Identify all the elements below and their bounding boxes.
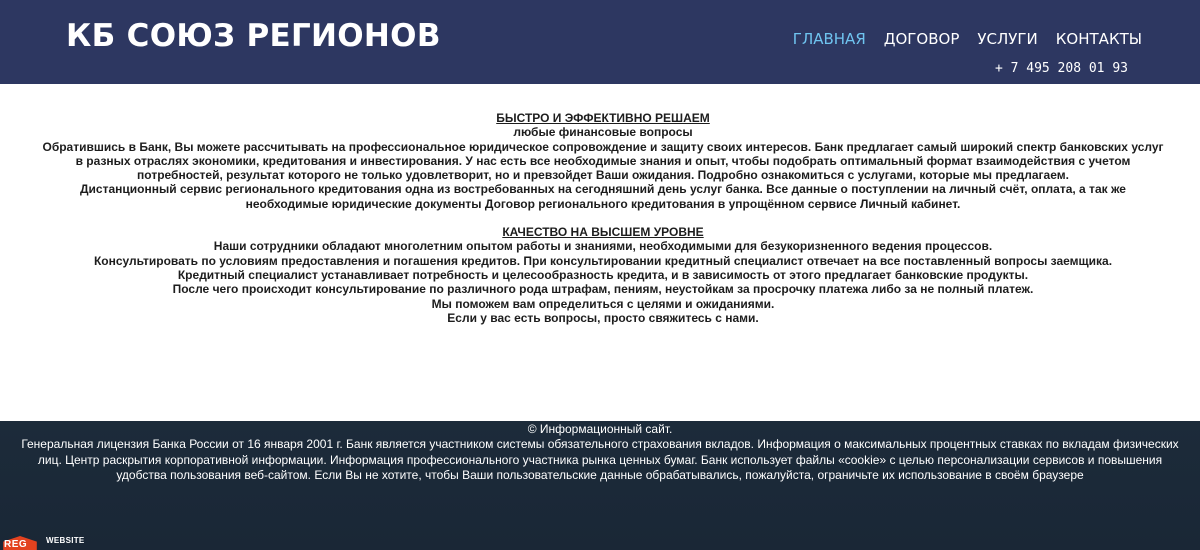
main-content bbox=[0, 84, 1200, 421]
main-nav bbox=[793, 30, 1142, 48]
section-text-line: любые финансовые вопросы bbox=[513, 125, 693, 140]
footer-copyright: © Информационный сайт. bbox=[527, 422, 673, 436]
brand-logo[interactable]: КБ СОЮЗ РЕГИОНОВ bbox=[66, 18, 441, 54]
badge-reg-label: REG bbox=[4, 539, 28, 550]
footer-text bbox=[14, 422, 1186, 483]
section-text-line: Консультировать по условиям предоставления и погашения кредитов. При консультировании кредитный специалист отвечает на все поставленный вопросы заемщика. bbox=[93, 253, 1113, 268]
site-header bbox=[0, 0, 1200, 84]
section-text-line: Если у вас есть вопросы, просто свяжитесь с нами. bbox=[447, 310, 759, 325]
nav-link-home[interactable]: ГЛАВНАЯ bbox=[792, 30, 866, 48]
section-text-line: Мы поможем вам определиться с целями и ожиданиями. bbox=[431, 296, 775, 311]
phone-number[interactable]: + 7 495 208 01 93 bbox=[994, 61, 1128, 76]
nav-link-services[interactable]: УСЛУГИ bbox=[977, 30, 1038, 48]
nav-link-contract[interactable]: ДОГОВОР bbox=[883, 30, 960, 48]
section-heading-fast: БЫСТРО И ЭФФЕКТИВНО РЕШАЕМ bbox=[496, 111, 710, 125]
reg-website-badge[interactable] bbox=[0, 532, 110, 550]
section-text-line: Кредитный специалист устанавливает потребность и целесообразность кредита, и в зависимость от этого предлагает банковские продукты. bbox=[177, 267, 1029, 282]
section-heading-quality: КАЧЕСТВО НА ВЫСШЕМ УРОВНЕ bbox=[502, 225, 704, 240]
badge-site-label: WEBSITE bbox=[46, 536, 85, 545]
footer-legal: Генеральная лицензия Банка России от 16 января 2001 г. Банк является участником системы обязательного страхования вкладов. Информация о максимальных процентных ставках по вкладам физических лиц. Центр раскрытия корпоративной информации. Информация профессионального участника рынка ценных бумаг. Банк использует файлы «cookie» с целью персонализации сервисов и повышения удобства пользования веб-сайтом. Если Вы не хотите, чтобы Ваши пользовательские данные обрабатывались, пожалуйста, ограничьте их использование в своём браузере bbox=[21, 437, 1179, 482]
site-footer bbox=[0, 421, 1200, 550]
spacer bbox=[40, 211, 1166, 225]
section-text-line: После чего происходит консультирование по различного рода штрафам, пениям, неустойкам за просрочку платежа либо за не полный платеж. bbox=[172, 282, 1034, 297]
section-text-paragraph: Дистанционный сервис регионального кредитования одна из востребованных на сегодняшний день услуг банка. Все данные о поступлении на личный счёт, оплата, а так же необходимые юридические документы Договор регионального кредитования в упрощённом сервисе Личный кабинет. bbox=[80, 182, 1126, 211]
section-text-paragraph: Обратившись в Банк, Вы можете рассчитывать на профессиональное юридическое сопровождение и защиту своих интересов. Банк предлагает самый широкий спектр банковских услуг в разных отраслях экономики, кредитования и инвестирования. У нас есть все необходимые знания и опыт, чтобы подобрать оптимальный формат взаимодействия с учетом потребностей, результат которого не только удовлетворит, но и превзойдет Ваши ожидания. Подробно ознакомиться с услугами, которые мы предлагаем. bbox=[42, 139, 1164, 183]
section-text-line: Наши сотрудники обладают многолетним опытом работы и знаниями, необходимыми для безукоризненного ведения процессов. bbox=[213, 239, 993, 254]
nav-link-contacts[interactable]: КОНТАКТЫ bbox=[1055, 30, 1142, 48]
content-block bbox=[40, 111, 1166, 325]
